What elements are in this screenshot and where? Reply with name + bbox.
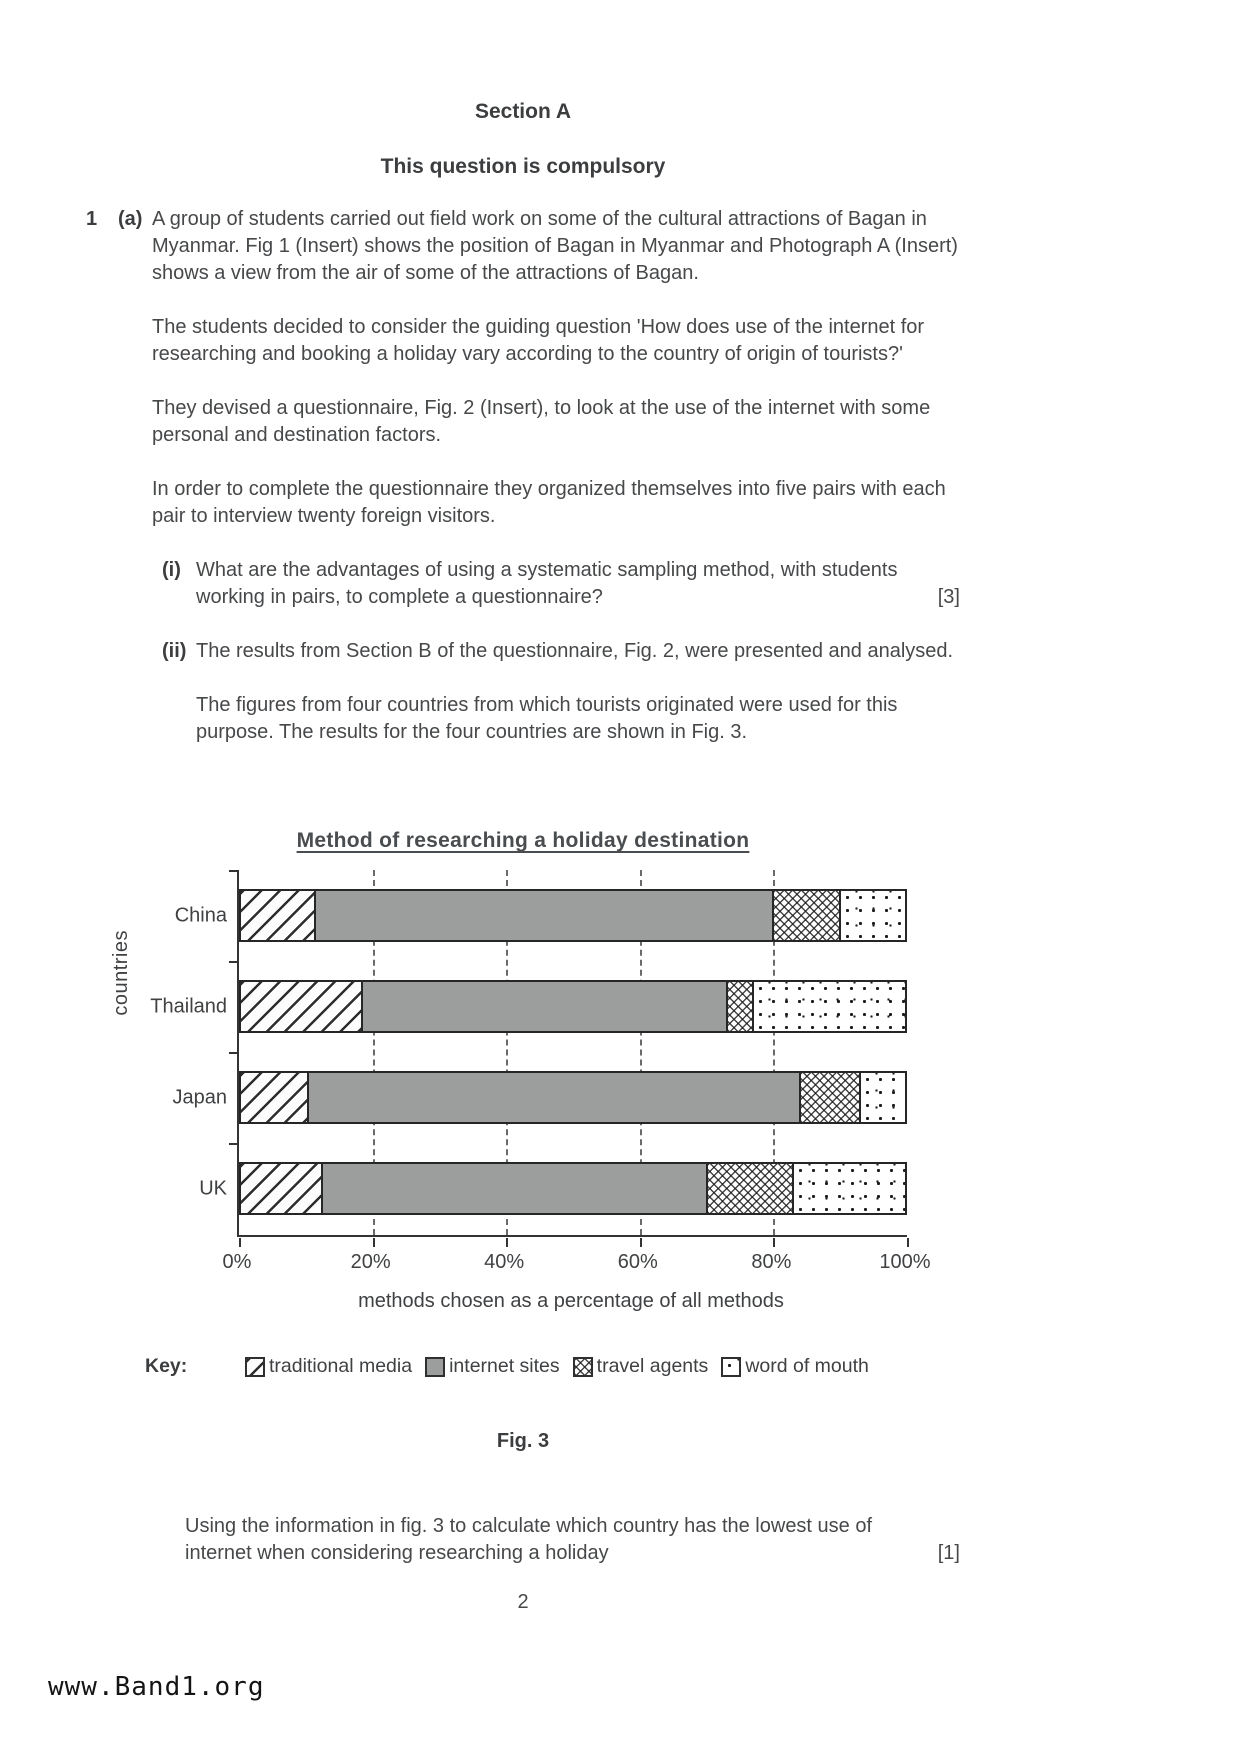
key-items [245, 1355, 869, 1378]
section-heading: Section A [474, 100, 572, 123]
y-axis-label: countries [110, 930, 132, 1016]
x-axis-tick [907, 1238, 909, 1247]
y-axis-tick [229, 961, 237, 963]
x-axis-tick [506, 1238, 508, 1247]
x-tick-label: 100% [879, 1251, 931, 1273]
page-content [86, 0, 960, 1614]
sub-question-ii-label: (ii) [162, 640, 187, 662]
key-swatch-solid-gray-icon [425, 1357, 445, 1377]
chart-bar-row [174, 889, 907, 942]
key-item-label: traditional media [269, 1355, 413, 1377]
sub-question-i [162, 557, 960, 611]
bar-segment-travel-agents [799, 1073, 859, 1122]
question-1a [86, 206, 960, 773]
key-item-label: internet sites [449, 1355, 560, 1377]
y-axis-tick [229, 1052, 237, 1054]
figure-caption: Fig. 3 [496, 1430, 550, 1452]
x-tick-label: 0% [222, 1251, 252, 1273]
x-axis-tick [640, 1238, 642, 1247]
bar-segment-internet-sites [307, 1073, 798, 1122]
bar-segment-traditional-media [241, 1073, 307, 1122]
x-axis-tick [239, 1238, 241, 1247]
key-swatch-crosshatch-icon [573, 1357, 593, 1377]
y-axis-tick [229, 870, 237, 872]
key-title: Key: [145, 1355, 188, 1377]
key-item-label: travel agents [596, 1355, 709, 1377]
key-item [573, 1355, 709, 1378]
chart-body [86, 870, 960, 1313]
bar-segment-traditional-media [241, 1164, 321, 1213]
x-tick-label: 40% [484, 1251, 525, 1273]
sub-question-ii-extra: The figures from four countries from which tourists originated were used for this purpose. The results for the four countries are shown in Fig. 3. [196, 694, 898, 743]
question-part-label: (a) [118, 208, 143, 230]
figure-3-chart [86, 829, 960, 1378]
bar-segment-traditional-media [241, 891, 314, 940]
bar-segment-travel-agents [706, 1164, 792, 1213]
x-tick-label: 80% [751, 1251, 792, 1273]
closing-question-text: Using the information in fig. 3 to calculate which country has the lowest use of internet when considering researching a holiday [185, 1515, 873, 1564]
paragraph-guiding-question: The students decided to consider the guiding question 'How does use of the internet for researching and booking a holiday vary according to the country of origin of tourists?' [152, 316, 925, 365]
stacked-bar-uk [239, 1162, 907, 1215]
page-number: 2 [517, 1591, 529, 1613]
key-swatch-dots-icon [721, 1357, 741, 1377]
sub-question-ii [162, 638, 960, 746]
bar-segment-word-of-mouth [792, 1164, 905, 1213]
stacked-bar-china [239, 889, 907, 942]
compulsory-subheading: This question is compulsory [380, 155, 666, 178]
key-item [721, 1355, 869, 1378]
chart-bar-row [199, 1162, 907, 1215]
country-label: UK [199, 1177, 227, 1199]
y-axis-tick [229, 1143, 237, 1145]
country-label: Thailand [150, 995, 227, 1017]
bar-segment-travel-agents [772, 891, 838, 940]
country-label: Japan [172, 1086, 227, 1108]
key-item [245, 1355, 412, 1378]
key-item [425, 1355, 560, 1378]
paragraph-intro: A group of students carried out field work on some of the cultural attractions of Bagan in Myanmar. Fig 1 (Insert) shows the position of Bagan in Myanmar and Photograph A (Insert) shows a view from the air of some of the attractions of Bagan. [152, 208, 958, 284]
chart-bars [150, 870, 907, 1235]
key-swatch-diagonal-hatch-icon [245, 1357, 265, 1377]
stacked-bar-japan [239, 1071, 907, 1124]
stacked-bar-thailand [239, 980, 907, 1033]
sub-question-i-marks: [3] [937, 586, 960, 608]
bar-segment-travel-agents [726, 982, 753, 1031]
chart-title: Method of researching a holiday destination [296, 829, 750, 852]
bar-segment-traditional-media [241, 982, 361, 1031]
key-item-label: word of mouth [745, 1355, 869, 1377]
country-label: China [174, 904, 227, 926]
chart-bar-row [172, 1071, 907, 1124]
bar-segment-internet-sites [361, 982, 726, 1031]
bar-segment-internet-sites [321, 1164, 706, 1213]
chart-key [145, 1355, 960, 1378]
question-body [152, 206, 960, 773]
watermark: www.Band1.org [48, 1672, 265, 1702]
x-axis-tick [373, 1238, 375, 1247]
chart-bar-row [150, 980, 907, 1033]
closing-question-marks: [1] [937, 1542, 960, 1564]
paragraph-questionnaire: They devised a questionnaire, Fig. 2 (Insert), to look at the use of the internet with some personal and destination factors. [152, 397, 931, 446]
x-axis-label: methods chosen as a percentage of all methods [358, 1290, 784, 1312]
bar-segment-word-of-mouth [839, 891, 905, 940]
bar-segment-internet-sites [314, 891, 772, 940]
x-tick-label: 20% [350, 1251, 391, 1273]
question-number: 1 [86, 208, 98, 230]
sub-question-i-text: What are the advantages of using a systematic sampling method, with students working in pairs, to complete a questionnaire? [196, 559, 898, 608]
x-axis-tick [773, 1238, 775, 1247]
sub-question-ii-text: The results from Section B of the questionnaire, Fig. 2, were presented and analysed. [196, 640, 954, 662]
paragraph-pairs: In order to complete the questionnaire they organized themselves into five pairs with each pair to interview twenty foreign visitors. [152, 478, 946, 527]
x-axis-tick-labels [222, 1251, 931, 1283]
closing-question [185, 1513, 960, 1567]
x-tick-label: 60% [617, 1251, 658, 1273]
chart-plot-area [150, 870, 907, 1237]
sub-question-i-label: (i) [162, 559, 181, 581]
bar-segment-word-of-mouth [752, 982, 905, 1031]
bar-segment-word-of-mouth [859, 1073, 905, 1122]
